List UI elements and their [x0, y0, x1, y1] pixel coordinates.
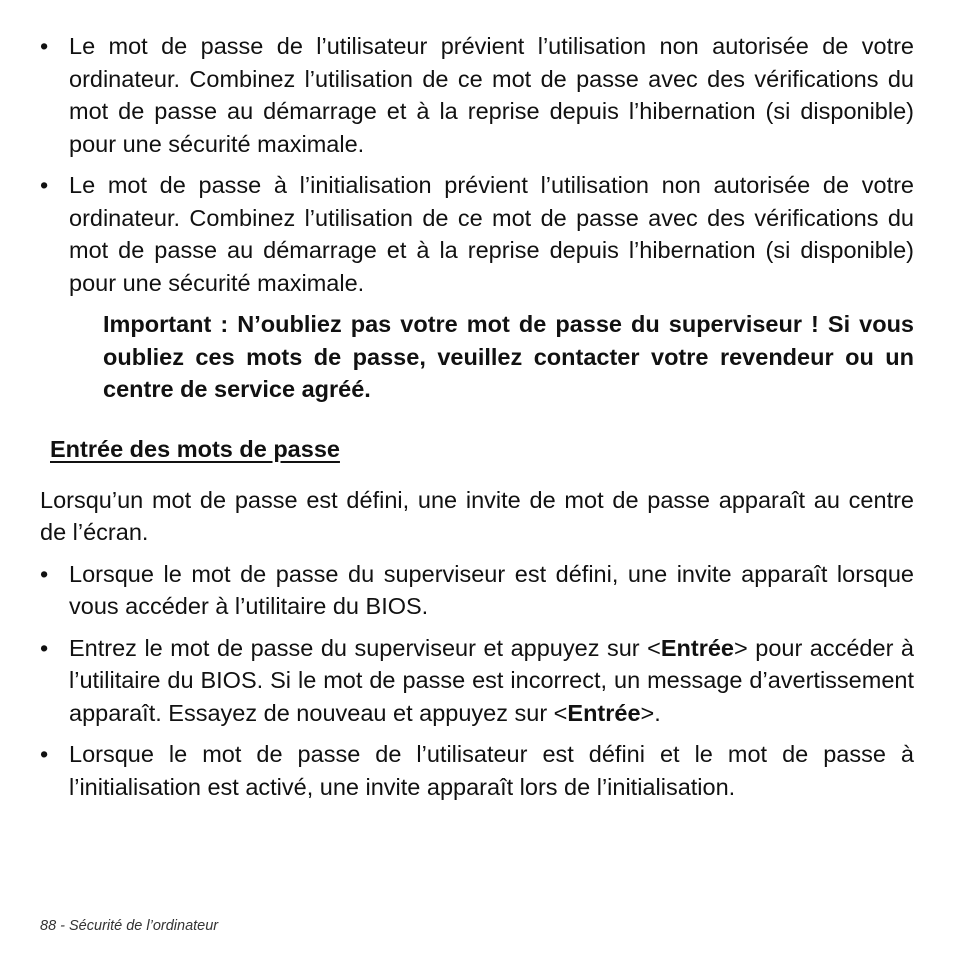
section-heading: Entrée des mots de passe	[50, 435, 340, 462]
bullet-enter-password	[40, 632, 914, 730]
bullet-dot: •	[40, 634, 49, 661]
bullet-text-part1: Entrez le mot de passe du superviseur et appuyez sur <	[69, 634, 661, 661]
bullet-boot-password	[40, 169, 914, 299]
important-note: Important : N’oubliez pas votre mot de passe du superviseur ! Si vous oubliez ces mots de passe, veuillez contacter votre revendeur ou un centre de service agréé.	[103, 311, 914, 402]
enter-key-label: Entrée	[660, 634, 734, 661]
bullet-text: Lorsque le mot de passe de l’utilisateur est défini et le mot de passe à l’initialisation est activé, une invite apparaît lors de l’initialisation.	[69, 741, 914, 800]
bullet-dot: •	[40, 560, 49, 587]
bullet-text-part2: > pour accéder à l’utilitaire du BIOS. Si le mot de passe est incorrect, un message d’avertissement apparaît. Essayez de nouveau et appuyez sur <	[69, 634, 914, 726]
bullet-text: Le mot de passe à l’initialisation prévient l’utilisation non autorisée de votre ordinateur. Combinez l’utilisation de ce mot de passe avec des vérifications du mot de passe au démarrage et à la reprise depuis l’hibernation (si disponible) pour une sécurité maximale.	[69, 172, 914, 296]
bullet-supervisor-prompt	[40, 558, 914, 623]
bullet-boot-prompt	[40, 738, 914, 803]
bullet-user-password	[40, 30, 914, 160]
bullet-text: Lorsque le mot de passe du superviseur est défini, une invite apparaît lorsque vous accéder à l’utilitaire du BIOS.	[69, 560, 914, 619]
page-footer: 88 - Sécurité de l’ordinateur	[40, 918, 219, 934]
bullet-dot: •	[40, 172, 49, 198]
intro-paragraph: Lorsqu’un mot de passe est défini, une invite de mot de passe apparaît au centre de l’écran.	[40, 486, 914, 545]
bullet-text: Le mot de passe de l’utilisateur prévient l’utilisation non autorisée de votre ordinateur. Combinez l’utilisation de ce mot de passe avec des vérifications du mot de passe au démarrage et à la reprise depuis l’hibernation (si disponible) pour une sécurité maximale.	[69, 33, 914, 157]
bullet-dot: •	[40, 33, 49, 59]
enter-key-label: Entrée	[567, 699, 641, 726]
bullet-text-part3: >.	[640, 699, 661, 726]
document-page	[40, 30, 914, 812]
bullet-dot: •	[40, 741, 49, 767]
